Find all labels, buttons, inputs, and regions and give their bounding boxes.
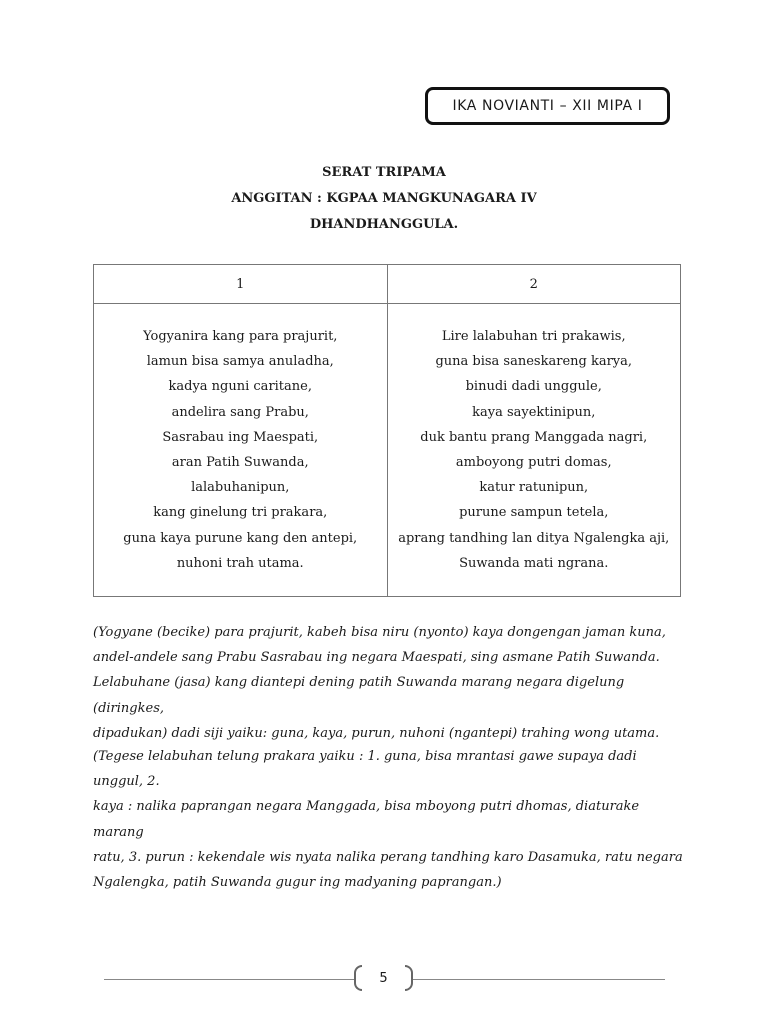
verse-line: aran Patih Suwanda, (171, 455, 309, 471)
column-header-2: 2 (387, 265, 681, 304)
table-body-row (94, 304, 681, 597)
verse-line: Lire lalabuhan tri prakawis, (441, 329, 626, 344)
page-number-bracket-left (354, 965, 362, 991)
author-name-box (425, 87, 670, 125)
verse-line: katur ratunipun, (479, 480, 589, 496)
footer-rule-left (104, 979, 354, 980)
verse-line: kang ginelung tri prakara, (153, 505, 328, 521)
verse-line: binudi dadi unggule, (465, 379, 602, 395)
verse-line: kadya nguni caritane, (168, 379, 312, 395)
poem-table (93, 264, 681, 597)
paragraph-line: Lelabuhane (jasa) kang diantepi dening patih Suwanda marang negara digelung (diringkes, (93, 675, 625, 716)
stanza-2 (387, 304, 681, 597)
paragraph-line: kaya : nalika paprangan negara Manggada, bisa mboyong putri dhomas, diaturake marang (93, 799, 640, 840)
paragraph-line: (Yogyane (becike) para prajurit, kabeh bisa niru (nyonto) kaya dongengan jaman kuna, (93, 625, 666, 640)
verse-line: Suwanda mati ngrana. (459, 555, 609, 571)
poem-title: SERAT TRIPAMA (322, 165, 446, 180)
paragraph-line: ratu, 3. purun : kekendale wis nyata nalika perang tandhing karo Dasamuka, ratu negara (93, 849, 683, 865)
page-number-bracket-right (405, 965, 413, 991)
author-name: IKA NOVIANTI – XII MIPA I (452, 98, 643, 114)
title-block (0, 160, 768, 238)
verse-line: amboyong putri domas, (455, 455, 612, 471)
page-number: 5 (379, 970, 388, 986)
verse-line: Yogyanira kang para prajurit, (143, 329, 338, 344)
verse-line: purune sampun tetela, (459, 505, 609, 521)
footer-rule-right (413, 979, 665, 980)
column-header-1: 1 (94, 265, 388, 304)
verse-line: guna kaya purune kang den antepi, (123, 530, 358, 546)
translation-paragraph (93, 620, 683, 746)
verse-line: aprang tandhing lan ditya Ngalengka aji, (398, 530, 670, 546)
verse-line: kaya sayektinipun, (472, 404, 596, 420)
poem-meter: DHANDHANGGULA. (309, 217, 459, 232)
table-header-row (94, 265, 681, 304)
verse-line: Sasrabau ing Maespati, (162, 429, 319, 445)
poem-author: ANGGITAN : KGPAA MANGKUNAGARA IV (231, 191, 537, 206)
verse-line: nuhoni trah utama. (176, 555, 304, 571)
verse-line: andelira sang Prabu, (171, 404, 309, 420)
paragraph-line: dipadukan) dadi siji yaiku: guna, kaya, purun, nuhoni (ngantepi) trahing wong utama. (93, 725, 660, 741)
verse-line: lalabuhanipun, (191, 480, 290, 496)
meaning-paragraph (93, 744, 683, 895)
stanza-1 (94, 304, 388, 597)
paragraph-line: (Tegese lelabuhan telung prakara yaiku : 1. guna, bisa mrantasi gawe supaya dadi unggul, 2. (93, 749, 637, 790)
verse-line: lamun bisa samya anuladha, (146, 354, 334, 370)
paragraph-line: Ngalengka, patih Suwanda gugur ing madyaning paprangan.) (93, 875, 502, 891)
paragraph-line: andel-andele sang Prabu Sasrabau ing negara Maespati, sing asmane Patih Suwanda. (93, 650, 660, 666)
verse-line: duk bantu prang Manggada nagri, (420, 429, 648, 445)
verse-line: guna bisa saneskareng karya, (435, 354, 633, 370)
